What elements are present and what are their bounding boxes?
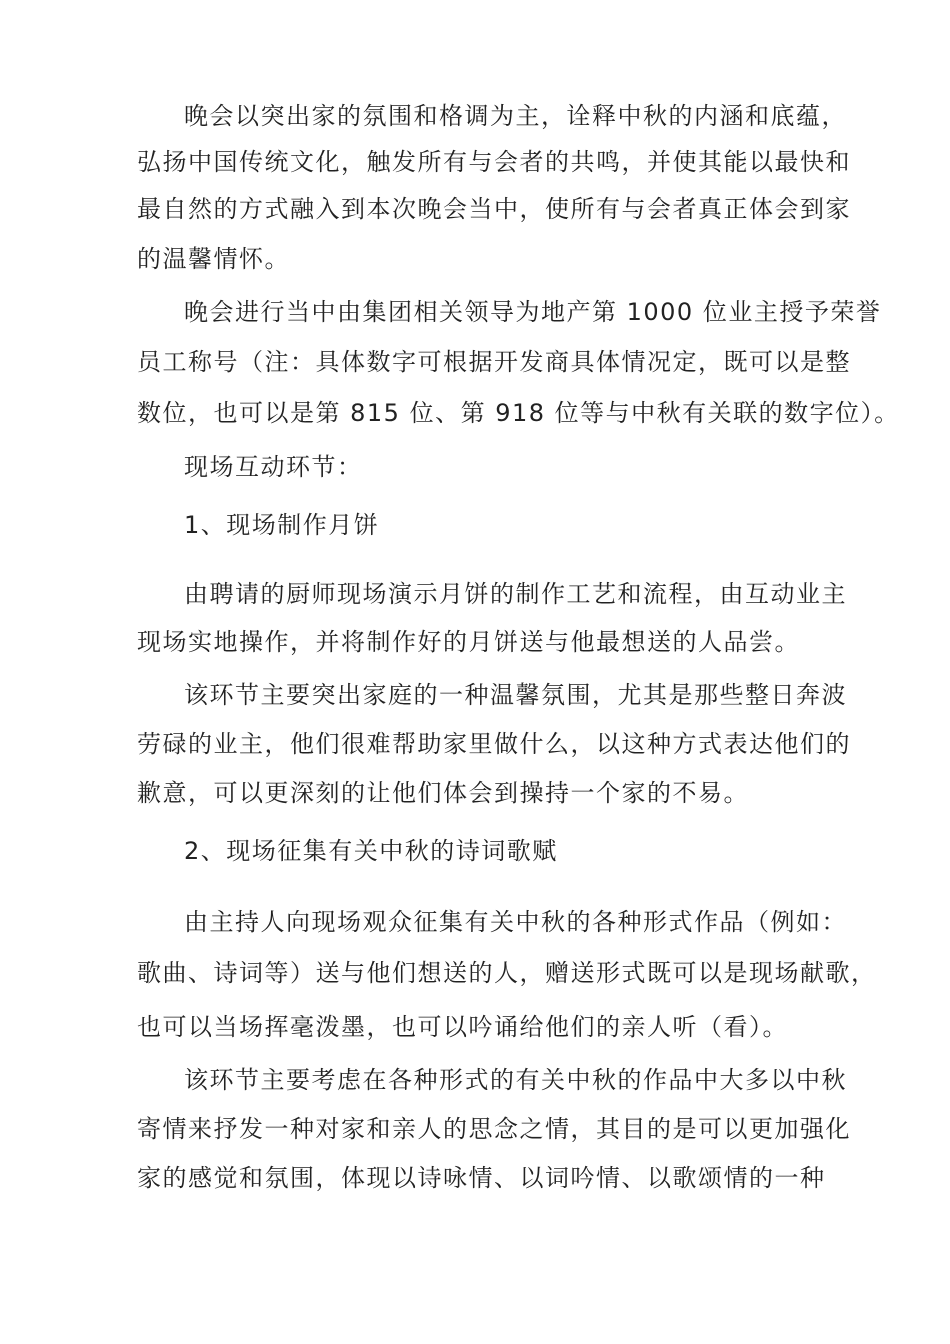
subheading-mooncake: 1、现场制作月饼 (184, 511, 380, 539)
paragraph-2-line-1: 晚会进行当中由集团相关领导为地产第 1000 位业主授予荣誉 (184, 298, 882, 326)
paragraph-1-line-3: 最自然的方式融入到本次晚会当中，使所有与会者真正体会到家 (137, 195, 851, 223)
paragraph-6-line-2: 劳碌的业主，他们很难帮助家里做什么，以这种方式表达他们的 (137, 730, 851, 758)
paragraph-1-line-4: 的温馨情怀。 (137, 245, 290, 273)
paragraph-8-line-1: 由主持人向现场观众征集有关中秋的各种形式作品（例如： (184, 908, 847, 936)
paragraph-1-line-2: 弘扬中国传统文化，触发所有与会者的共鸣，并使其能以最快和 (137, 148, 851, 176)
subheading-poetry: 2、现场征集有关中秋的诗词歌赋 (184, 837, 558, 865)
paragraph-6-line-3: 歉意，可以更深刻的让他们体会到操持一个家的不易。 (137, 779, 749, 807)
paragraph-5-line-1: 由聘请的厨师现场演示月饼的制作工艺和流程，由互动业主 (184, 580, 847, 608)
paragraph-2-line-3: 数位，也可以是第 815 位、第 918 位等与中秋有关联的数字位）。 (137, 399, 900, 427)
paragraph-2-line-2: 员工称号（注：具体数字可根据开发商具体情况定，既可以是整 (137, 348, 851, 376)
paragraph-6-line-1: 该环节主要突出家庭的一种温馨氛围，尤其是那些整日奔波 (184, 681, 847, 709)
paragraph-5-line-2: 现场实地操作，并将制作好的月饼送与他最想送的人品尝。 (137, 628, 800, 656)
section-heading-interaction: 现场互动环节： (184, 453, 363, 481)
paragraph-8-line-3: 也可以当场挥毫泼墨，也可以吟诵给他们的亲人听（看）。 (137, 1013, 788, 1041)
paragraph-9-line-1: 该环节主要考虑在各种形式的有关中秋的作品中大多以中秋 (184, 1066, 847, 1094)
paragraph-9-line-2: 寄情来抒发一种对家和亲人的思念之情，其目的是可以更加强化 (137, 1115, 851, 1143)
paragraph-8-line-2: 歌曲、诗词等）送与他们想送的人，赠送形式既可以是现场献歌， (137, 959, 877, 987)
paragraph-1-line-1: 晚会以突出家的氛围和格调为主，诠释中秋的内涵和底蕴， (184, 102, 847, 130)
paragraph-9-line-3: 家的感觉和氛围，体现以诗咏情、以词吟情、以歌颂情的一种 (137, 1164, 826, 1192)
